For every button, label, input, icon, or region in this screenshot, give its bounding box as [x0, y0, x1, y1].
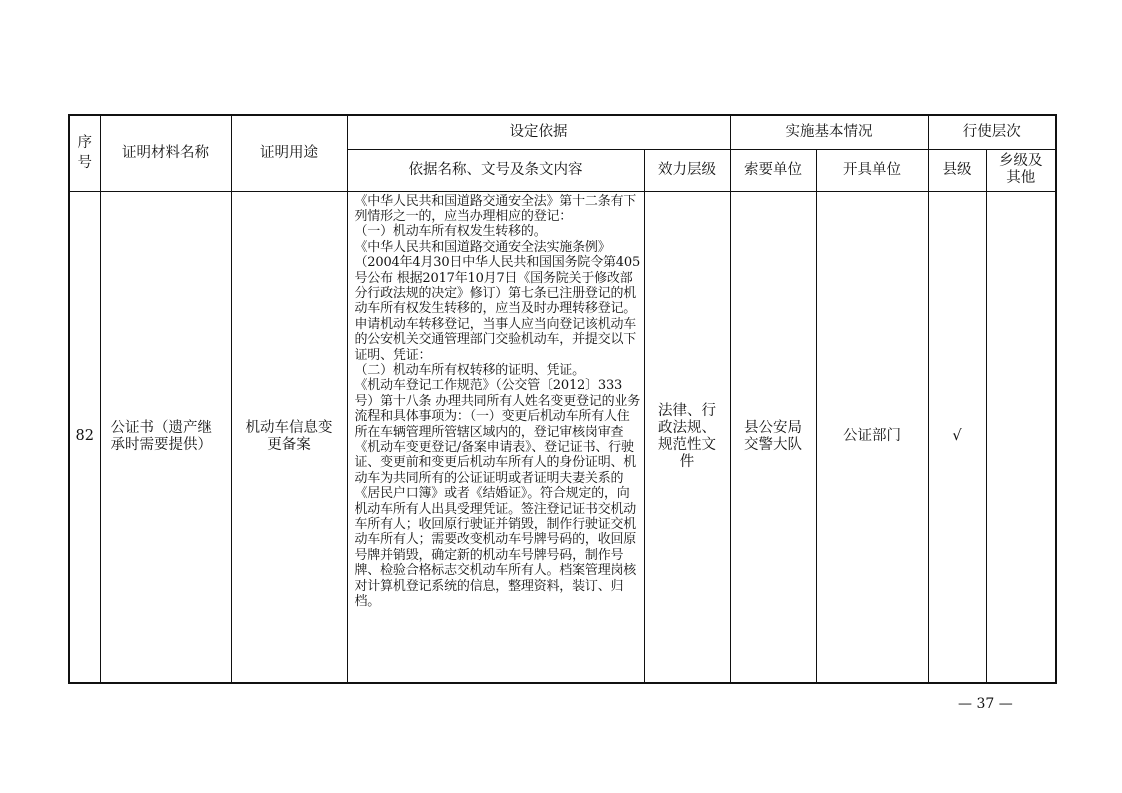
- document-table-container: [68, 114, 1055, 684]
- header-basis-content: 依据名称、文号及条文内容: [347, 149, 644, 191]
- header-basis-group: 设定依据: [347, 115, 730, 149]
- cell-material-name: 公证书（遗产继承时需要提供）: [100, 191, 231, 683]
- header-level-group: 行使层次: [928, 115, 1056, 149]
- header-seq: 序号: [69, 115, 100, 191]
- header-implementation-group: 实施基本情况: [730, 115, 928, 149]
- table-row: [69, 191, 1056, 683]
- header-issuing-unit: 开具单位: [816, 149, 928, 191]
- cell-basis-content: 《中华人民共和国道路交通安全法》第十二条有下列情形之一的，应当办理相应的登记： （一）机动车所有权发生转移的。 《中华人民共和国道路交通安全法实施条例》（2004年4月30日中华人民共和国国务院令第405号公布 根据2017年10月7日《国务院关于修改部分行政法规的决定》修订）第七条已注册登记的机动车所有权发生转移的，应当及时办理转移登记。申请机动车转移登记，当事人应当向登记该机动车的公安机关交通管理部门交验机动车，并提交以下证明、凭证： （二）机动车所有权转移的证明、凭证。 《机动车登记工作规范》（公交管〔2012〕333号）第十八条 办理共同所有人姓名变更登记的业务流程和具体事项为：（一）变更后机动车所有人住所在车辆管理所管辖区域内的，登记审核岗审查《机动车变更登记/备案申请表》、登记证书、行驶证、变更前和变更后机动车所有人的身份证明、机动车为共同所有的公证证明或者证明夫妻关系的《居民户口簿》或者《结婚证》。符合规定的，向机动车所有人出具受理凭证。签注登记证书交机动车所有人；收回原行驶证并销毁，制作行驶证交机动车所有人；需要改变机动车号牌号码的，收回原号牌并销毁，确定新的机动车号牌号码，制作号牌、检验合格标志交机动车所有人。档案管理岗核对计算机登记系统的信息，整理资料，装订、归档。: [347, 191, 644, 683]
- cell-effect-level: 法律、行政法规、规范性文件: [644, 191, 730, 683]
- header-effect-level: 效力层级: [644, 149, 730, 191]
- cell-purpose: 机动车信息变更备案: [231, 191, 347, 683]
- header-requesting-unit: 索要单位: [730, 149, 816, 191]
- certificate-materials-table: [68, 114, 1057, 684]
- header-purpose: 证明用途: [231, 115, 347, 191]
- cell-seq: 82: [69, 191, 100, 683]
- header-township-level: 乡级及其他: [986, 149, 1056, 191]
- header-material-name: 证明材料名称: [100, 115, 231, 191]
- header-row-1: [69, 115, 1056, 149]
- cell-township-level: [986, 191, 1056, 683]
- cell-issuing-unit: 公证部门: [816, 191, 928, 683]
- cell-county-level: √: [928, 191, 986, 683]
- header-county-level: 县级: [928, 149, 986, 191]
- page-number: — 37 —: [958, 696, 1013, 712]
- cell-requesting-unit: 县公安局交警大队: [730, 191, 816, 683]
